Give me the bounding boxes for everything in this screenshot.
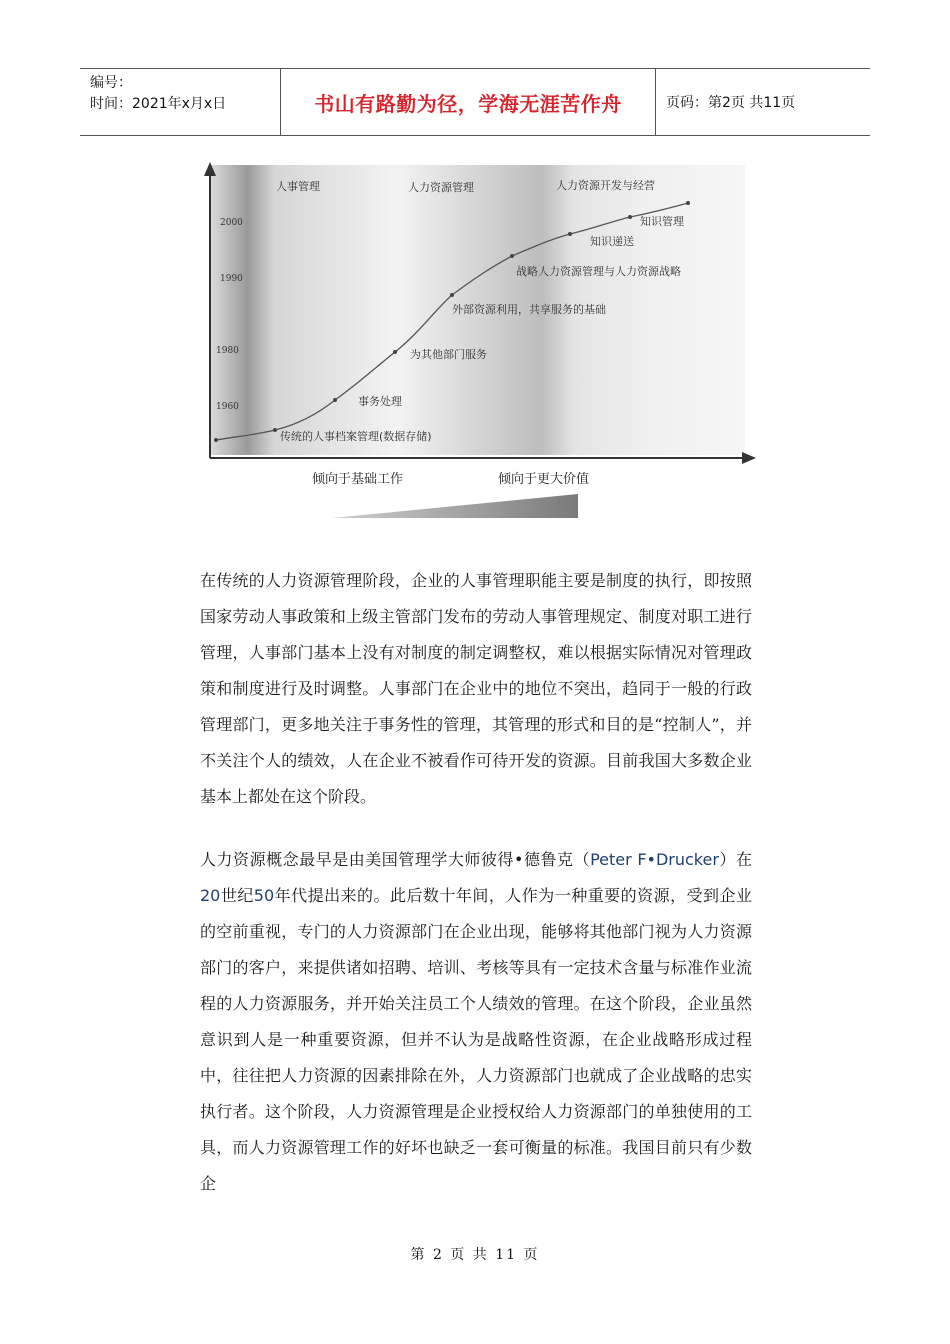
milestone-point — [273, 428, 277, 432]
p2-name-latin: Peter F•Drucker — [590, 850, 719, 869]
milestone-label: 为其他部门服务 — [410, 348, 487, 361]
axis-label-left: 倾向于基础工作 — [312, 472, 404, 487]
hr-evolution-diagram — [200, 160, 760, 530]
milestone-label: 传统的人事档案管理(数据存储) — [280, 430, 432, 443]
year-label: 1980 — [216, 346, 239, 356]
milestone-point — [214, 438, 218, 442]
stage-label: 人力资源管理 — [408, 181, 474, 194]
milestone-point — [568, 232, 572, 236]
milestone-point — [393, 350, 397, 354]
value-wedge — [332, 494, 578, 518]
milestone-label: 战略人力资源管理与人力资源战略 — [516, 265, 681, 278]
milestone-point — [510, 254, 514, 258]
milestone-label: 外部资源利用，共享服务的基础 — [452, 303, 606, 316]
milestone-label: 知识递送 — [590, 235, 634, 248]
body-paragraph-2 — [200, 842, 752, 1202]
milestone-point — [333, 398, 337, 402]
p2-text-c: ）在 — [718, 850, 752, 869]
milestone-label: 知识管理 — [640, 215, 684, 228]
p2-number-20: 20 — [200, 886, 221, 905]
header-motto: 书山有路勤为径，学海无涯苦作舟 — [281, 69, 656, 135]
stage-label: 人力资源开发与经营 — [556, 179, 655, 192]
year-label: 1990 — [220, 274, 243, 284]
p2-number-50: 50 — [253, 886, 275, 905]
page-footer: 第 2 页 共 11 页 — [410, 1247, 540, 1263]
milestone-point — [686, 201, 690, 205]
stage-label: 人事管理 — [276, 180, 320, 193]
x-axis-arrow — [742, 452, 756, 464]
milestone-point — [450, 293, 454, 297]
page-header — [80, 68, 870, 136]
body-paragraph-1: 在传统的人力资源管理阶段，企业的人事管理职能主要是制度的执行，即按照国家劳动人事政策和上级主管部门发布的劳动人事管理规定、制度对职工进行管理，人事部门基本上没有对制度的制定调整权，难以根据实际情况对管理政策和制度进行及时调整。人事部门在企业中的地位不突出，趋同于一般的行政管理部门，更多地关注于事务性的管理，其管理的形式和目的是“控制人”，并不关注个人的绩效，人在企业不被看作可待开发的资源。目前我国大多数企业基本上都处在这个阶段。 — [200, 571, 752, 806]
p2-text-a: 人力资源概念最早是由美国管理学大师彼得•德鲁克（ — [200, 850, 591, 869]
p2-text-g: 年代提出来的。此后数十年间，人作为一种重要的资源，受到企业的空前重视，专门的人力资源部门在企业出现，能够将其他部门视为人力资源部门的客户，来提供诸如招聘、培训、考核等具有一定技术含量与标准作业流程的人力资源服务，并开始关注员工个人绩效的管理。在这个阶段，企业虽然意识到人是一种重要资源，但并不认为是战略性资源，在企业战略形成过程中，往往把人力资源的因素排除在外，人力资源部门也就成了企业战略的忠实执行者。这个阶段，人力资源管理是企业授权给人力资源部门的单独使用的工具，而人力资源管理工作的好坏也缺乏一套可衡量的标准。我国目前只有少数企 — [200, 886, 752, 1193]
milestone-label: 事务处理 — [358, 395, 402, 408]
p2-text-e: 世纪 — [220, 886, 254, 905]
header-page-label: 页码：第2页 共11页 — [666, 95, 796, 111]
year-label: 2000 — [220, 218, 243, 228]
axis-label-right: 倾向于更大价值 — [498, 472, 590, 487]
year-label: 1960 — [216, 402, 239, 412]
milestone-point — [628, 215, 632, 219]
time-label: 时间：2021年x月x日 — [90, 96, 227, 112]
header-meta — [80, 69, 281, 135]
number-label: 编号： — [90, 75, 132, 91]
